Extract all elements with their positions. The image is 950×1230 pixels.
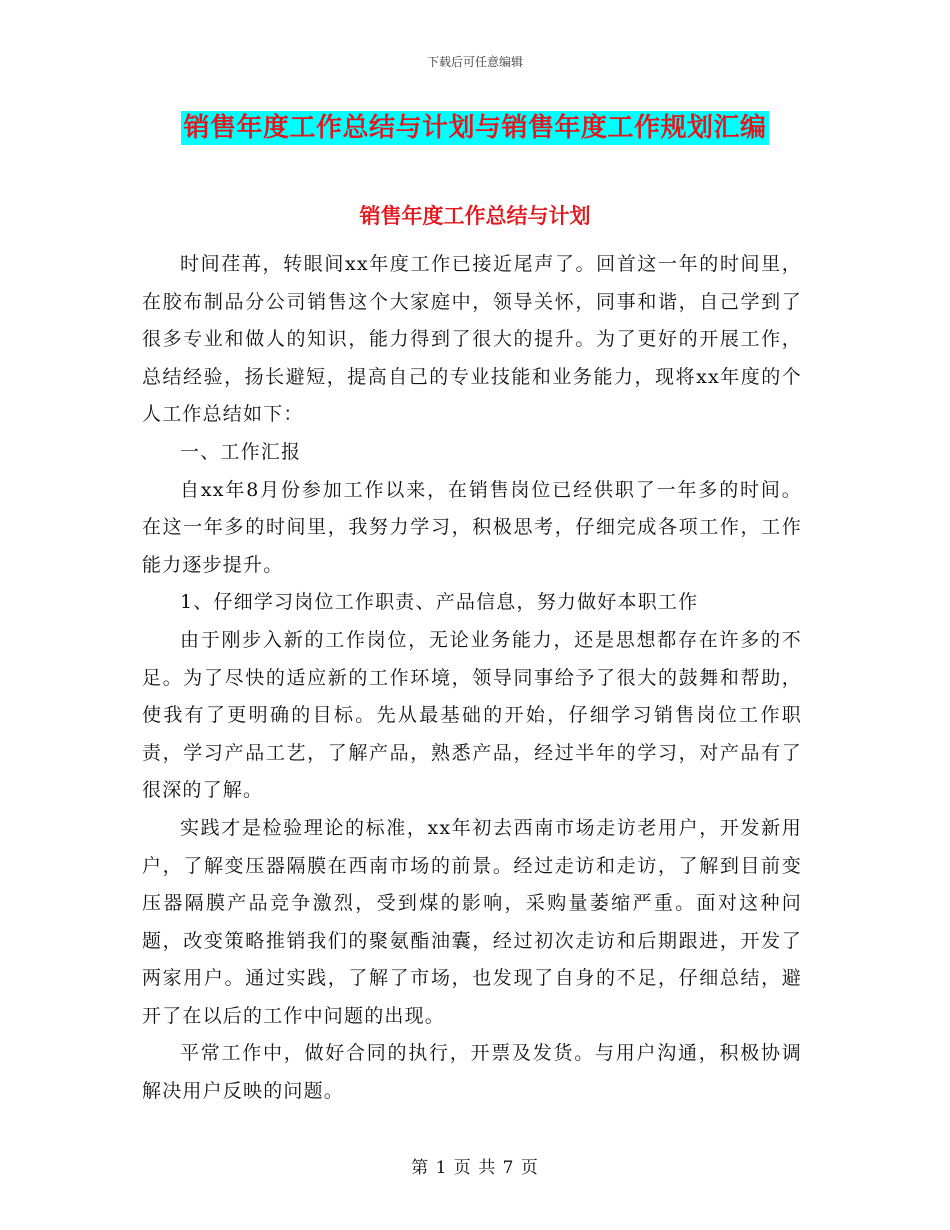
- paragraph: 时间荏苒，转眼间xx年度工作已接近尾声了。回首这一年的时间里，在胶布制品分公司销售这个大家庭中，领导关怀，同事和谐，自己学到了很多专业和做人的知识，能力得到了很大的提升。为了更好的开展工作，总结经验，扬长避短，提高自己的专业技能和业务能力，现将xx年度的个人工作总结如下：: [142, 253, 802, 426]
- main-title-container: [0, 111, 950, 145]
- paragraph-heading: 1、仔细学习岗位工作职责、产品信息，努力做好本职工作: [180, 591, 699, 614]
- section-title: 销售年度工作总结与计划: [359, 204, 591, 228]
- paragraph: 由于刚步入新的工作岗位，无论业务能力，还是思想都存在许多的不足。为了尽快的适应新的工作环境，领导同事给予了很大的鼓舞和帮助，使我有了更明确的目标。先从最基础的开始，仔细学习销售岗位工作职责，学习产品工艺，了解产品，熟悉产品，经过半年的学习，对产品有了很深的了解。: [142, 628, 802, 802]
- page-footer: 第 1 页 共 7 页: [411, 1158, 539, 1178]
- main-title: 销售年度工作总结与计划与销售年度工作规划汇编: [183, 113, 767, 143]
- document-body: [142, 246, 802, 1111]
- paragraph: 实践才是检验理论的标准，xx年初去西南市场走访老用户，开发新用户，了解变压器隔膜在西南市场的前景。经过走访和走访，了解到目前变压器隔膜产品竞争激烈，受到煤的影响，采购量萎缩严重。面对这种问题，改变策略推销我们的聚氨酯油囊，经过初次走访和后期跟进，开发了两家用户。通过实践，了解了市场，也发现了自身的不足，仔细总结，避开了在以后的工作中问题的出现。: [142, 816, 802, 1027]
- header-note: 下载后可任意编辑: [426, 55, 523, 69]
- paragraph: 自xx年8月份参加工作以来，在销售岗位已经供职了一年多的时间。在这一年多的时间里，我努力学习，积极思考，仔细完成各项工作，工作能力逐步提升。: [142, 478, 802, 576]
- paragraph: 平常工作中，做好合同的执行，开票及发货。与用户沟通，积极协调解决用户反映的问题。: [142, 1042, 802, 1103]
- paragraph-heading: 一、工作汇报: [180, 440, 302, 463]
